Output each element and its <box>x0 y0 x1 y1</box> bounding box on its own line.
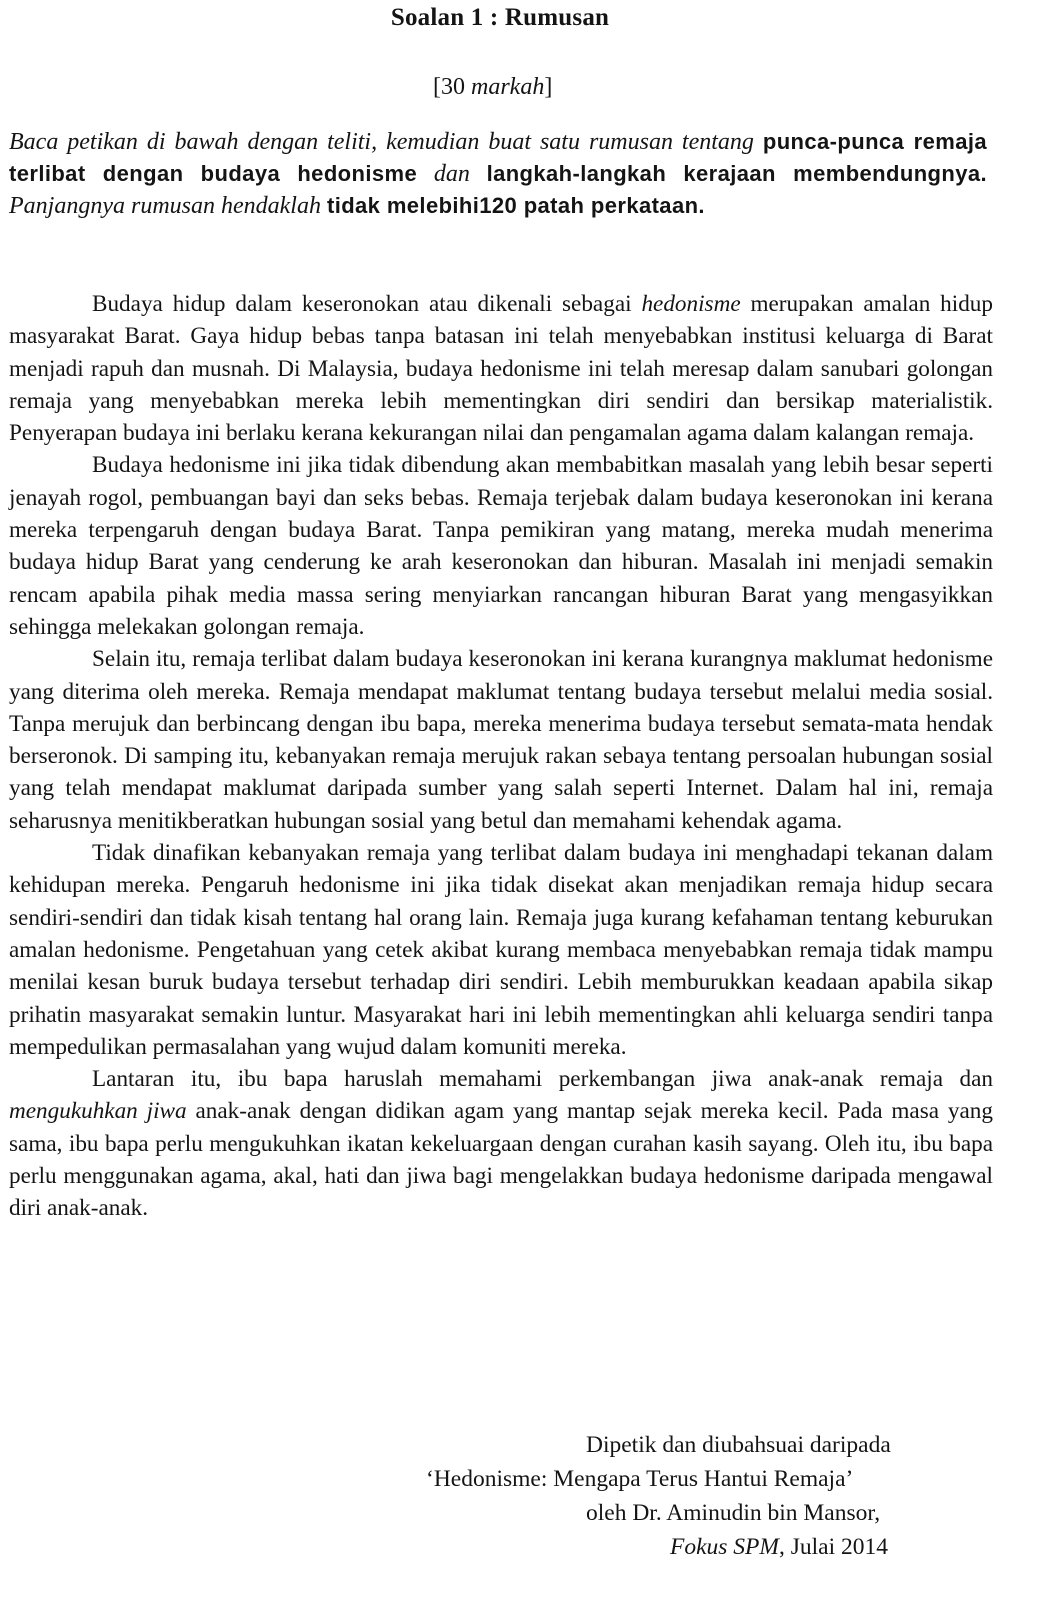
instruction-topic-2: langkah-langkah kerajaan membendungnya. <box>486 161 987 186</box>
marks-bracket: ] <box>544 74 553 100</box>
citation-line-1: Dipetik dan diubahsuai daripada <box>586 1432 891 1458</box>
p5-text-a: Lantaran itu, ibu bapa haruslah memahami perkembangan jiwa anak-anak remaja dan <box>92 1066 993 1093</box>
marks-label <box>433 74 552 101</box>
instruction-topic-1: punca-punca remaja terlibat dengan budaya hedonisme <box>9 129 987 186</box>
passage-paragraph-5 <box>9 1063 993 1224</box>
instruction-text-3: Panjangnya rumusan hendaklah <box>9 193 327 219</box>
passage-paragraph-2: Budaya hedonisme ini jika tidak dibendung akan membabitkan masalah yang lebih besar seperti jenayah rogol, pembuangan bayi dan seks bebas. Remaja terjebak dalam budaya keseronokan ini kerana mereka terpengaruh dengan budaya Barat. Tanpa pemikiran yang matang, mereka mudah menerima budaya hidup Barat yang cenderung ke arah keseronokan dan hiburan. Masalah ini menjadi semakin rencam apabila pihak media massa sering menyiarkan rancangan hiburan Barat yang mengasyikkan sehingga melekakan golongan remaja. <box>9 452 993 640</box>
citation-date: , Julai 2014 <box>779 1534 889 1560</box>
instruction-text-2: dan <box>417 161 487 187</box>
instruction-text-1: Baca petikan di bawah dengan teliti, kemudian buat satu rumusan tentang <box>9 129 763 155</box>
citation-line-3: oleh Dr. Aminudin bin Mansor, <box>586 1500 881 1526</box>
p5-italic-term: mengukuhkan jiwa <box>9 1098 187 1125</box>
marks-word: markah <box>471 74 545 100</box>
marks-number: [30 <box>433 74 471 100</box>
passage-paragraph-3: Selain itu, remaja terlibat dalam budaya keseronokan ini kerana kurangnya maklumat hedonisme yang diterima oleh mereka. Remaja mendapat maklumat tentang budaya tersebut melalui media sosial. Tanpa merujuk dan berbincang dengan ibu bapa, mereka menerima budaya tersebut semata-mata hendak berseronok. Di samping itu, kebanyakan remaja merujuk rakan sebaya tentang persoalan hubungan sosial yang telah mendapat maklumat daripada sumber yang salah seperti Internet. Dalam hal ini, remaja seharusnya menitikberatkan hubungan sosial yang betul dan memahami kehendak agama. <box>9 646 993 834</box>
citation-line-2: ‘Hedonisme: Mengapa Terus Hantui Remaja’ <box>426 1466 854 1492</box>
citation-line-4 <box>670 1530 888 1564</box>
page-title: Soalan 1 : Rumusan <box>390 4 610 31</box>
citation-publication: Fokus SPM <box>670 1534 779 1560</box>
instruction-paragraph <box>9 126 987 222</box>
passage-paragraph-4: Tidak dinafikan kebanyakan remaja yang terlibat dalam budaya ini menghadapi tekanan dalam kehidupan mereka. Pengaruh hedonisme ini jika tidak disekat akan menjadikan remaja hidup secara sendiri-sendiri dan tidak kisah tentang hal orang lain. Remaja juga kurang kefahaman tentang keburukan amalan hedonisme. Pengetahuan yang cetek akibat kurang membaca menyebabkan remaja tidak mampu menilai kesan buruk budaya tersebut terhadap diri sendiri. Lebih memburukkan keadaan apabila sikap prihatin masyarakat semakin luntur. Masyarakat hari ini lebih mementingkan ahli keluarga sendiri tanpa mempedulikan permasalahan yang wujud dalam komuniti mereka. <box>9 840 993 1060</box>
p5-text-b: anak-anak dengan didikan agam yang mantap sejak mereka kecil. Pada masa yang sama, ibu bapa perlu mengukuhkan ikatan kekeluargaan dengan curahan kasih sayang. Oleh itu, ibu bapa perlu menggunakan agama, akal, hati dan jiwa bagi mengelakkan budaya hedonisme daripada mengawal diri anak-anak. <box>9 1098 993 1222</box>
passage-paragraph-1 <box>9 288 993 449</box>
p1-text-a: Budaya hidup dalam keseronokan atau dikenali sebagai <box>92 291 642 317</box>
p1-text-b: merupakan amalan hidup masyarakat Barat. Gaya hidup bebas tanpa batasan ini telah menyebabkan institusi keluarga di Barat menjadi rapuh dan musnah. Di Malaysia, budaya hedonisme ini telah meresap dalam sanubari golongan remaja yang menyebabkan mereka lebih mementingkan diri sendiri dan bersikap materialistik. Penyerapan budaya ini berlaku kerana kekurangan nilai dan pengamalan agama dalam kalangan remaja. <box>9 291 993 447</box>
passage-body <box>9 288 993 1225</box>
instruction-word-limit: tidak melebihi120 patah perkataan. <box>326 193 705 218</box>
p1-italic-term: hedonisme <box>641 291 741 317</box>
